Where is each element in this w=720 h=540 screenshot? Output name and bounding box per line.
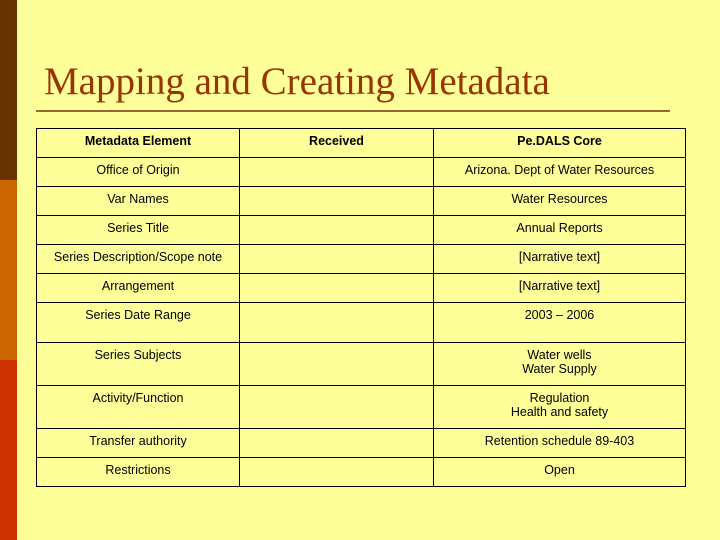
header-pedals-core: Pe.DALS Core [434,129,686,158]
title-underline [36,110,670,112]
metadata-mapping-table [36,128,686,487]
element-cell: Office of Origin [37,158,240,187]
side-bar-top-segment [0,0,17,180]
received-cell [240,386,434,429]
received-cell [240,216,434,245]
core-cell: Water Resources [434,187,686,216]
table-row [37,274,686,303]
core-cell: Retention schedule 89-403 [434,429,686,458]
core-cell: [Narrative text] [434,274,686,303]
table-row [37,245,686,274]
core-line: Regulation [529,391,590,405]
table-row [37,458,686,487]
received-cell [240,158,434,187]
core-line: Health and safety [510,405,609,419]
element-cell: Series Date Range [37,303,240,343]
received-cell [240,343,434,386]
received-cell [240,429,434,458]
table-row [37,303,686,343]
core-cell: [Narrative text] [434,245,686,274]
core-cell: Arizona. Dept of Water Resources [434,158,686,187]
core-line: Water Supply [522,362,597,376]
table-row [37,386,686,429]
received-cell [240,245,434,274]
side-bar-middle-segment [0,180,17,360]
element-cell: Var Names [37,187,240,216]
element-cell: Series Description/Scope note [37,245,240,274]
table-row [37,216,686,245]
core-cell: Open [434,458,686,487]
slide-title: Mapping and Creating Metadata [44,60,550,103]
table-header-row [37,129,686,158]
element-cell: Series Subjects [37,343,240,386]
received-cell [240,458,434,487]
core-cell [434,343,686,386]
element-cell: Arrangement [37,274,240,303]
header-received: Received [240,129,434,158]
core-cell: Annual Reports [434,216,686,245]
core-cell [434,386,686,429]
core-line: Water wells [527,348,592,362]
header-metadata-element: Metadata Element [37,129,240,158]
side-bar-bottom-segment [0,360,17,540]
element-cell: Series Title [37,216,240,245]
received-cell [240,187,434,216]
received-cell [240,274,434,303]
table-row [37,187,686,216]
element-cell: Transfer authority [37,429,240,458]
received-cell [240,303,434,343]
table-row [37,343,686,386]
core-cell: 2003 – 2006 [434,303,686,343]
element-cell: Activity/Function [37,386,240,429]
element-cell: Restrictions [37,458,240,487]
table-row [37,158,686,187]
table-row [37,429,686,458]
